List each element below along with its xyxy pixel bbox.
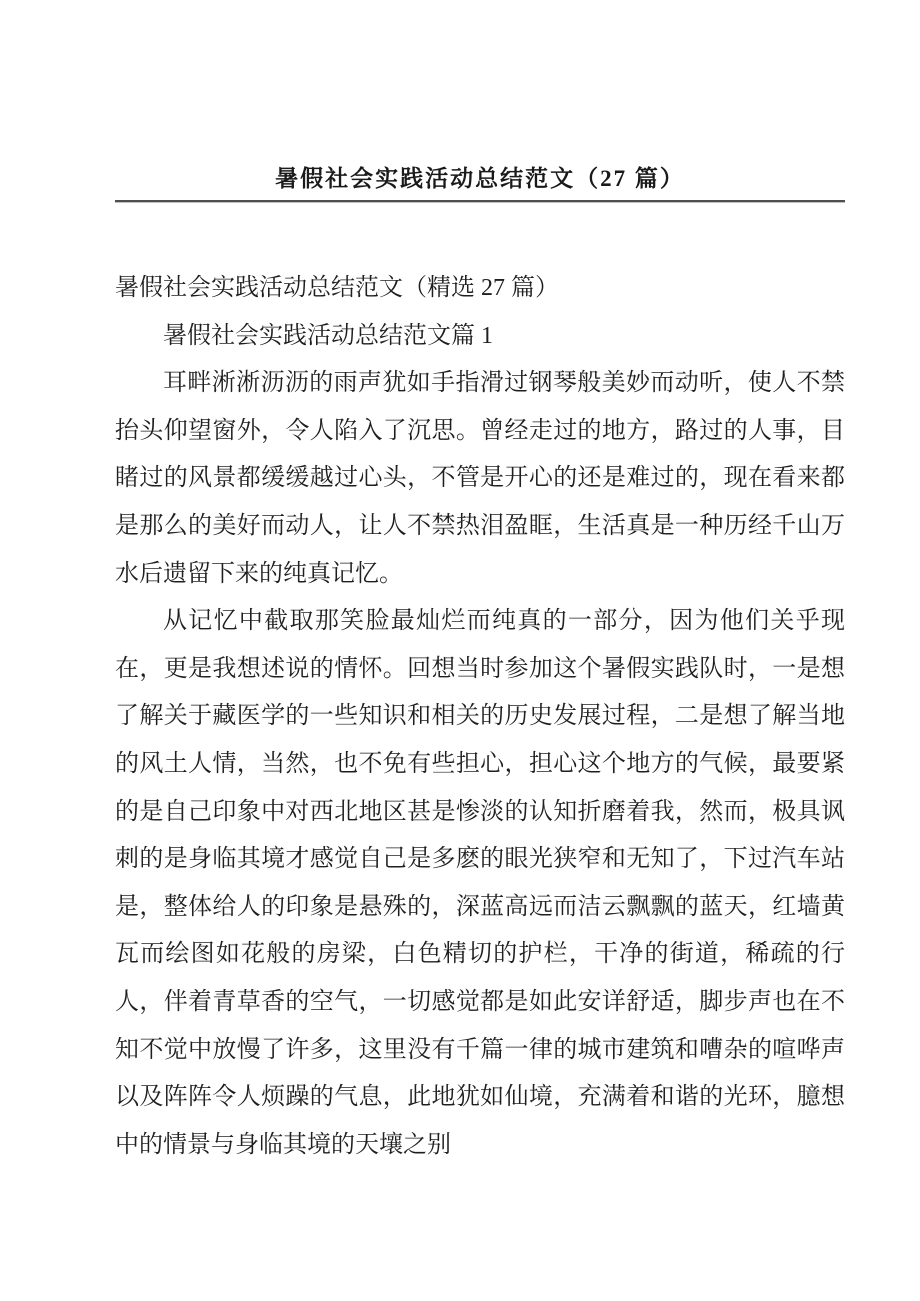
paragraph-1: 耳畔淅淅沥沥的雨声犹如手指滑过钢琴般美妙而动听，使人不禁抬头仰望窗外，令人陷入了沉思。曾经走过的地方，路过的人事，目睹过的风景都缓缓越过心头，不管是开心的还是难过的，现在看来都是那么的美好而动人，让人不禁热泪盈眶，生活真是一种历经千山万水后遗留下来的纯真记忆。 xyxy=(115,370,845,587)
document-body xyxy=(115,265,845,1169)
paragraph-2: 从记忆中截取那笑脸最灿烂而纯真的一部分，因为他们关乎现在，更是我想述说的情怀。回想当时参加这个暑假实践队时，一是想了解关于藏医学的一些知识和相关的历史发展过程，二是想了解当地的风土人情，当然，也不免有些担心，担心这个地方的气候，最要紧的是自己印象中对西北地区甚是惨淡的认知折磨着我，然而，极具讽刺的是身临其境才感觉自己是多麽的眼光狭窄和无知了，下过汽车站是，整体给人的印象是悬殊的，深蓝高远而洁云飘飘的蓝天，红墙黄瓦而绘图如花般的房梁，白色精切的护栏，干净的街道，稀疏的行人，伴着青草香的空气，一切感觉都是如此安详舒适，脚步声也在不知不觉中放慢了许多，这里没有千篇一律的城市建筑和嘈杂的喧哗声以及阵阵令人烦躁的气息，此地犹如仙境，充满着和谐的光环，臆想中的情景与身临其境的天壤之别 xyxy=(115,608,845,1158)
title-divider xyxy=(115,200,845,203)
section-heading: 暑假社会实践活动总结范文篇 1 xyxy=(163,322,493,349)
collection-heading: 暑假社会实践活动总结范文（精选 27 篇） xyxy=(115,275,559,301)
document-title: 暑假社会实践活动总结范文（27 篇） xyxy=(275,166,685,191)
